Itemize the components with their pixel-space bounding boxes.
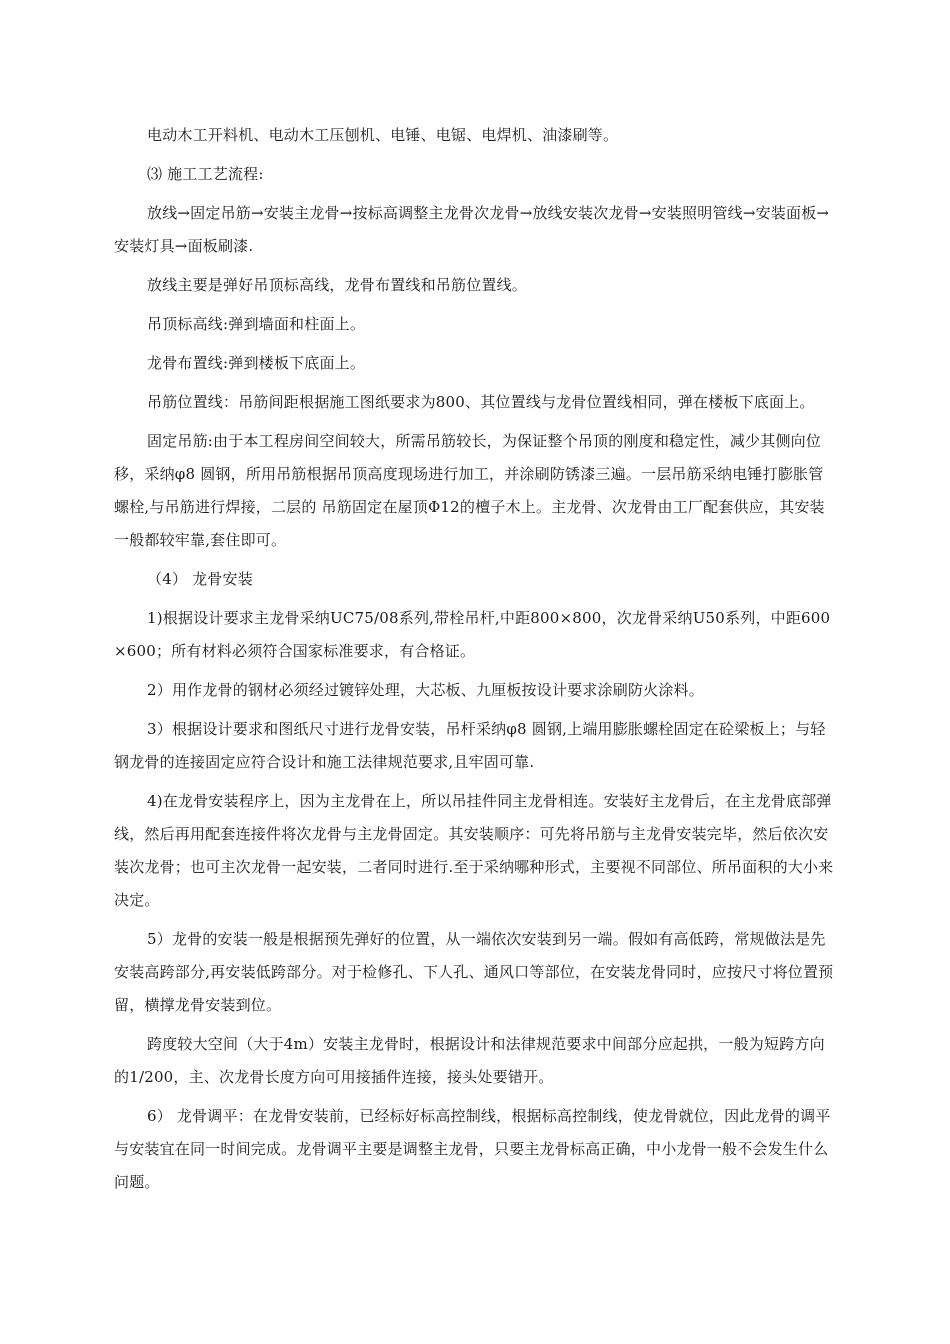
paragraph-item-4: 4)在龙骨安装程序上，因为主龙骨在上，所以吊挂件同主龙骨相连。安装好主龙骨后，在主龙骨底部弹线，然后再用配套连接件将次龙骨与主龙骨固定。其安装顺序：可先将吊筋与主龙骨安装完毕，然后依次安装次龙骨；也可主次龙骨一起安装，二者同时进行.至于采纳哪种形式，主要视不同部位、所吊面积的大小来决定。 xyxy=(114,792,834,909)
paragraph-large-span: 跨度较大空间（大于4m）安装主龙骨时，根据设计和法律规范要求中间部分应起拱，一般为短跨方向的1/200，主、次龙骨长度方向可用接插件连接，接头处要错开。 xyxy=(114,1035,825,1086)
paragraph-keel-installation-heading: （4） 龙骨安装 xyxy=(147,570,253,588)
paragraph-item-3: 3）根据设计要求和图纸尺寸进行龙骨安装，吊杆采纳φ8 圆钢,上端用膨胀螺栓固定在砼梁板上；与轻钢龙骨的连接固定应符合设计和施工法律规范要求,且牢固可靠. xyxy=(114,720,826,771)
document-body xyxy=(114,119,838,1205)
paragraph-process-heading: ⑶ 施工工艺流程: xyxy=(147,165,264,183)
paragraph-item-5: 5）龙骨的安装一般是根据预先弹好的位置，从一端依次安装到另一端。假如有高低跨，常规做法是先安装高跨部分,再安装低跨部分。对于检修孔、下人孔、通风口等部位，在安装龙骨同时，应按尺寸将位置预留，横撑龙骨安装到位。 xyxy=(114,930,834,1014)
paragraph-item-2: 2）用作龙骨的钢材必须经过镀锌处理，大芯板、九厘板按设计要求涂刷防火涂料。 xyxy=(147,681,704,699)
paragraph-fix-hangers: 固定吊筋:由于本工程房间空间较大，所需吊筋较长，为保证整个吊顶的刚度和稳定性，减少其侧向位移，采纳φ8 圆钢，所用吊筋根据吊顶高度现场进行加工，并涂刷防锈漆三遍。一层吊筋采纳电锤打膨胀管螺栓,与吊筋进行焊接，二层的 吊筋固定在屋顶Φ12的檀子木上。主龙骨、次龙骨由工厂配套供应，其安装一般都较牢靠,套住即可。 xyxy=(114,432,825,549)
paragraph-item-6: 6） 龙骨调平：在龙骨安装前，已经标好标高控制线，根据标高控制线，使龙骨就位，因此龙骨的调平与安装宜在同一时间完成。龙骨调平主要是调整主龙骨，只要主龙骨标高正确，中小龙骨一般不会发生什么问题。 xyxy=(114,1107,831,1191)
paragraph-process-flow: 放线→固定吊筋→安装主龙骨→按标高调整主龙骨次龙骨→放线安装次龙骨→安装照明管线→安装面板→安装灯具→面板刷漆. xyxy=(114,204,830,255)
paragraph-marking-lines: 放线主要是弹好吊顶标高线，龙骨布置线和吊筋位置线。 xyxy=(147,276,528,294)
paragraph-ceiling-level-line: 吊顶标高线:弹到墙面和柱面上。 xyxy=(147,315,366,333)
paragraph-item-1: 1)根据设计要求主龙骨采纳UC75/08系列,带栓吊杆,中距800×800，次龙骨采纳U50系列，中距600×600；所有材料必须符合国家标准要求，有合格证。 xyxy=(114,609,831,660)
paragraph-keel-layout-line: 龙骨布置线:弹到楼板下底面上。 xyxy=(147,354,366,372)
paragraph-hanger-position-line: 吊筋位置线：吊筋间距根据施工图纸要求为800、其位置线与龙骨位置线相同，弹在楼板下底面上。 xyxy=(147,393,815,411)
paragraph-tools: 电动木工开料机、电动木工压刨机、电锤、电锯、电焊机、油漆刷等。 xyxy=(147,126,619,144)
